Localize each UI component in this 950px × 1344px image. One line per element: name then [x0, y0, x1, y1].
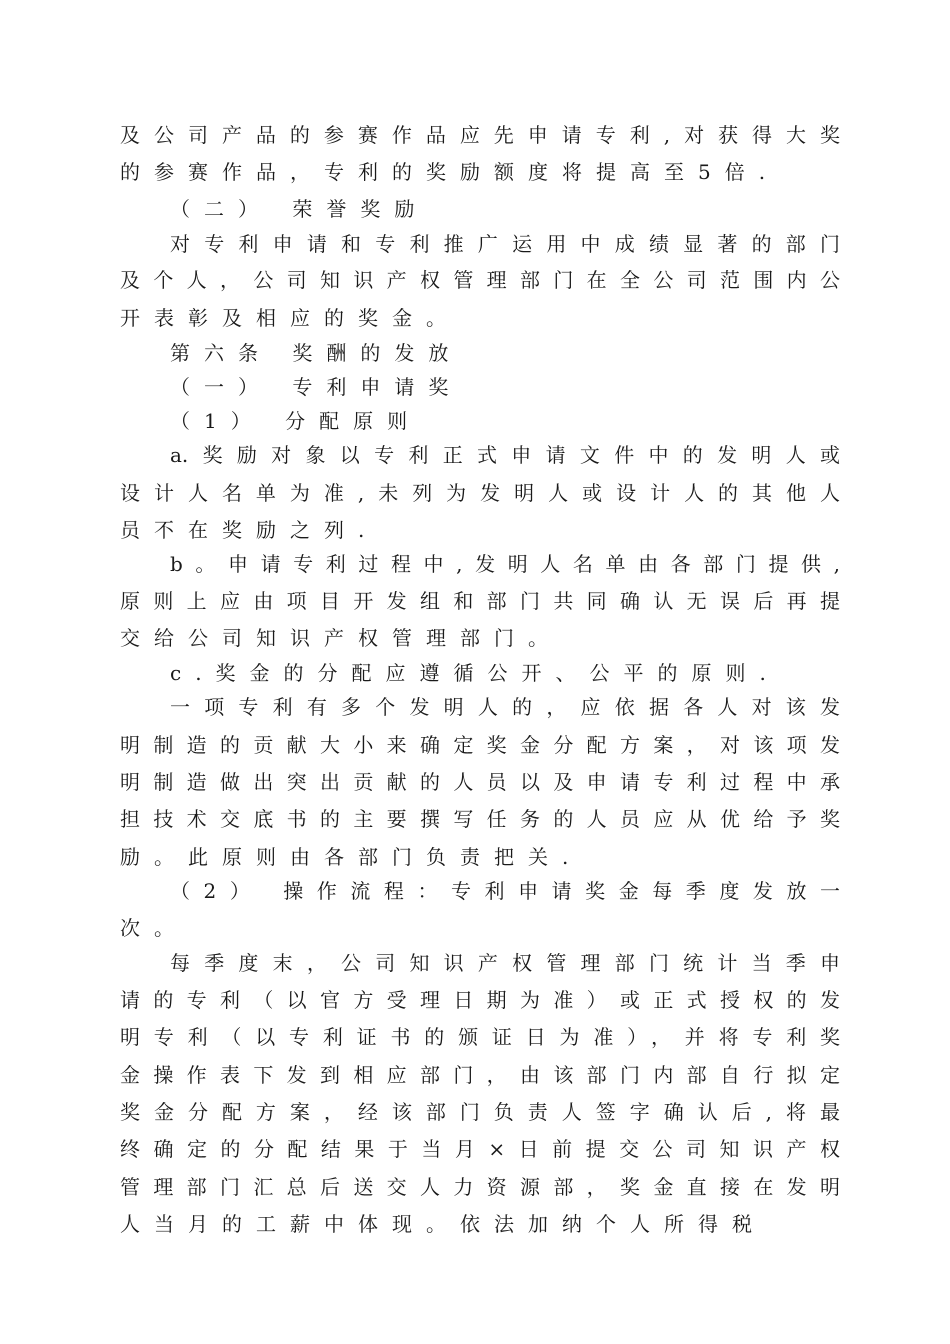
- text-line: 担技术交底书的主要撰写任务的人员应从优给予奖: [120, 807, 840, 831]
- text-line: 终确定的分配结果于当月×日前提交公司知识产权: [120, 1137, 840, 1161]
- text-line: 对专利申请和专利推广运用中成绩显著的部门: [170, 232, 840, 256]
- text-line: 开表彰及相应的奖金。: [120, 306, 460, 330]
- section-heading: （二） 荣誉奖励: [170, 197, 429, 221]
- text-line: 励。此原则由各部门负责把关.: [120, 845, 583, 869]
- text-line: 原则上应由项目开发组和部门共同确认无误后再提: [120, 589, 840, 613]
- text-line: 及公司产品的参赛作品应先申请专利,对获得大奖: [120, 123, 840, 147]
- text-line: 每季度末，公司知识产权管理部门统计当季申: [170, 951, 840, 975]
- text-line: 明制造的贡献大小来确定奖金分配方案，对该项发: [120, 733, 840, 757]
- subsection-heading: （2） 操作流程：专利申请奖金每季度发放一: [170, 879, 840, 903]
- text-line: b。申请专利过程中,发明人名单由各部门提供,: [170, 552, 840, 576]
- text-line: 明专利（以专利证书的颁证日为准），并将专利奖: [120, 1025, 840, 1049]
- text-line: c.奖金的分配应遵循公开、公平的原则.: [170, 661, 780, 685]
- text-line: 人当月的工薪中体现。依法加纳个人所得税: [120, 1212, 766, 1236]
- text-line: 交给公司知识产权管理部门。: [120, 626, 562, 650]
- text-line: 管理部门汇总后送交人力资源部，奖金直接在发明: [120, 1175, 840, 1199]
- section-heading: （一） 专利申请奖: [170, 375, 463, 399]
- text-line: a.奖励对象以专利正式申请文件中的发明人或: [170, 443, 840, 467]
- text-line: 明制造做出突出贡献的人员以及申请专利过程中承: [120, 770, 840, 794]
- text-line: 金操作表下发到相应部门，由该部门内部自行拟定: [120, 1063, 840, 1087]
- text-line: 奖金分配方案，经该部门负责人签字确认后,将最: [120, 1100, 840, 1124]
- text-line: 的参赛作品，专利的奖励额度将提高至5倍.: [120, 160, 780, 184]
- text-line: 及个人，公司知识产权管理部门在全公司范围内公: [120, 268, 840, 292]
- article-heading: 第六条 奖酬的发放: [170, 341, 463, 365]
- text-line: 次。: [120, 916, 188, 940]
- text-line: 设计人名单为准,未列为发明人或设计人的其他人: [120, 481, 840, 505]
- subsection-heading: （1） 分配原则: [170, 409, 422, 433]
- text-line: 员不在奖励之列.: [120, 518, 379, 542]
- text-line: 一项专利有多个发明人的，应依据各人对该发: [170, 695, 840, 719]
- text-line: 请的专利（以官方受理日期为准）或正式授权的发: [120, 988, 840, 1012]
